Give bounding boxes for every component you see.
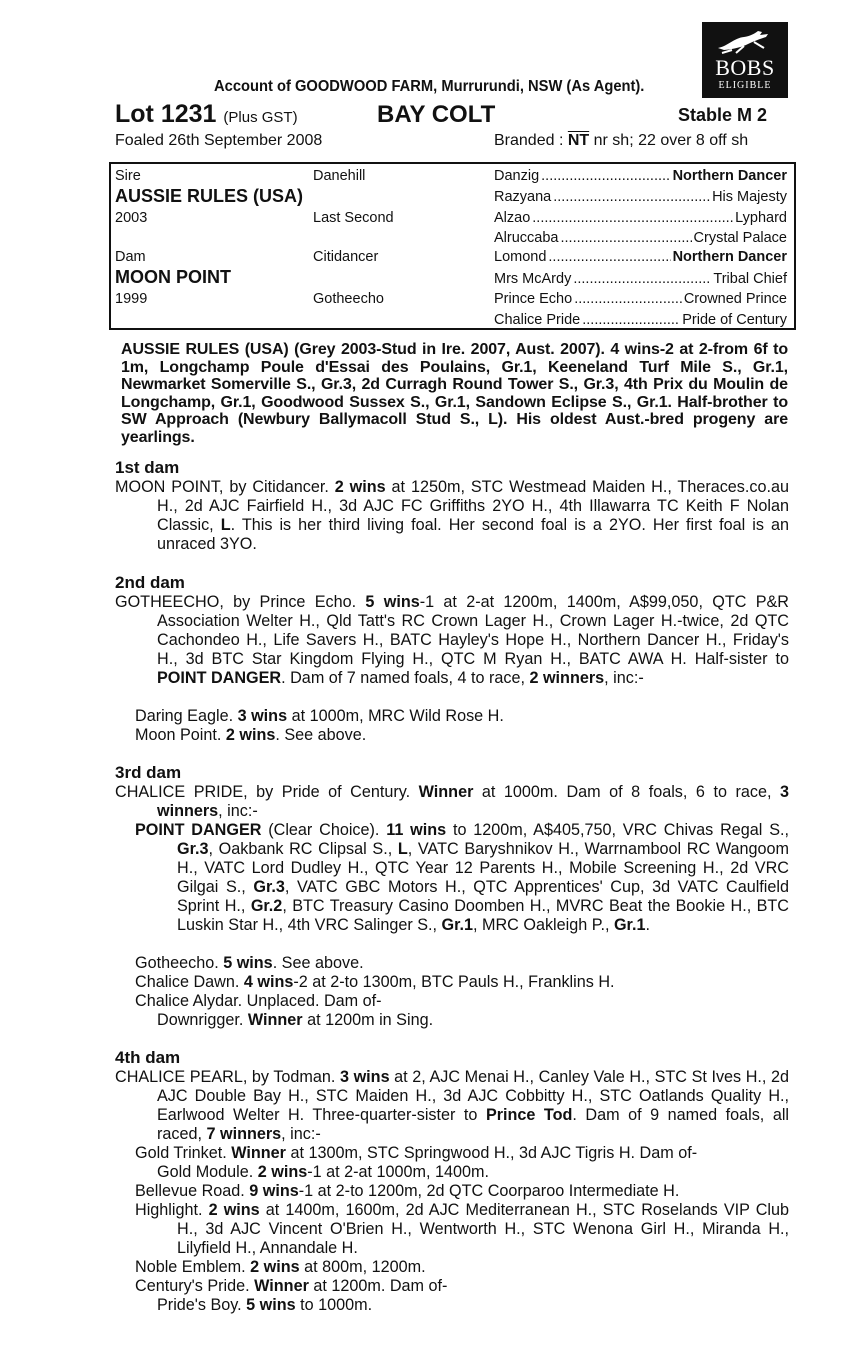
- text-run: at 800m, 1200m.: [299, 1258, 426, 1276]
- text-run: -2 at 2-to 1300m, BTC Pauls H., Franklins H.: [293, 973, 615, 991]
- produce-entry: [135, 992, 789, 1011]
- horse-icon: [714, 28, 776, 54]
- text-run: -1 at 2-to 1200m, 2d QTC Coorparoo Intermediate H.: [298, 1182, 680, 1200]
- text-run: Gold Trinket.: [135, 1144, 232, 1162]
- grandparent-row: Lomond ..... Northern Dancer: [494, 248, 787, 266]
- sire-label: Sire: [115, 168, 141, 184]
- text-run: .: [645, 916, 650, 934]
- sire-dam: Last Second: [313, 210, 394, 226]
- dam-name: MOON POINT: [115, 267, 231, 287]
- bold-text: 5 wins: [365, 593, 420, 611]
- foaled-date: Foaled 26th September 2008: [115, 132, 323, 149]
- grandparent-row: Alzao ..... Lyphard: [494, 209, 787, 227]
- produce-entry: [135, 726, 789, 745]
- text-run: , inc:-: [218, 802, 258, 820]
- text-run: at 1200m. Dam of-: [308, 1277, 448, 1295]
- text-run: CHALICE PRIDE, by Pride of Century.: [115, 783, 419, 801]
- third-dam-heading: 3rd dam: [115, 763, 182, 782]
- produce-entry: [135, 1201, 789, 1258]
- dam-label: Dam: [115, 249, 146, 265]
- text-run: . See above.: [272, 954, 364, 972]
- bobs-eligible-logo: [702, 22, 788, 98]
- text-run: at 2, AJC Menai H., Canley Vale H., STC St Ives H., 2d AJC Double Bay H., STC Maiden H., 3d AJC Cobbitty H., STC Oatlands Quality H., Earlwood Welter H. Three-quarter-sister to: [157, 1068, 790, 1124]
- bold-text: Gr.3: [177, 840, 209, 858]
- bold-text: 5 wins: [223, 954, 273, 972]
- bold-text: Winner: [247, 1011, 303, 1029]
- text-run: MOON POINT, by Citidancer.: [115, 478, 335, 496]
- grandparent-row: Chalice Pride ..... Pride of Century: [494, 311, 787, 329]
- grand-produce-entry: [157, 1296, 789, 1315]
- produce-entry: [135, 1182, 789, 1201]
- bold-text: 9 wins: [249, 1182, 299, 1200]
- sire-summary: AUSSIE RULES (USA) (Grey 2003-Stud in Ire. 2007, Aust. 2007). 4 wins-2 at 2-from 6f to 1m, Longchamp Poule d'Essai des Poulains, Gr.1, Keeneland Turf Mile S., Gr.1, Newmarket Somerville S., Gr.3, 2d Curragh Round Tower S., Gr.3, 4th Prix du Moulin de Longchamp, Gr.1, Goodwood Sussex S., Gr.1, Sandown Eclipse S., Gr.1. Half-brother to SW Approach (Newbury Ballymacoll Stud S., L). His oldest Aust.-bred progeny are yearlings.: [121, 341, 788, 446]
- text-run: -1 at 2-at 1000m, 1400m.: [307, 1163, 490, 1181]
- bold-text: 4 wins: [243, 973, 294, 991]
- grandparent-row: Prince Echo ..... Crowned Prince: [494, 290, 787, 308]
- text-run: . Dam of 7 named foals, 4 to race,: [281, 669, 530, 687]
- text-run: Moon Point.: [135, 726, 226, 744]
- first-dam-heading: 1st dam: [115, 458, 180, 477]
- grandparent-row: Alruccaba ..... Crystal Palace: [494, 229, 787, 247]
- bold-text: 7 winners: [206, 1125, 282, 1143]
- grandparent-row: Mrs McArdy ..... Tribal Chief: [494, 270, 787, 288]
- bold-text: Winner: [231, 1144, 286, 1162]
- text-run: at 1300m, STC Springwood H., 3d AJC Tigris H. Dam of-: [285, 1144, 698, 1162]
- logo-text-eligible: ELIGIBLE: [718, 80, 772, 91]
- third-dam-text: [115, 783, 789, 821]
- text-run: . This is her third living foal. Her second foal is a 2YO. Her first foal is an unraced 3YO.: [157, 516, 789, 553]
- bold-text: L: [220, 516, 231, 534]
- sire-name: AUSSIE RULES (USA): [115, 186, 304, 206]
- text-run: -1 at 2-at 1200m, 1400m, A$99,050, QTC P&R Association Welter H., Qld Tatt's RC Crown Lager H., Crown Lager H.-twice, 2d QTC Cachondeo H., Life Savers H., BATC Hayley's Hope H., Northern Dancer H., Friday's H., 3d BTC Star Kingdom Flying H., QTC M Ryan H., BATC AWA H. Half-sister to: [157, 593, 790, 668]
- text-run: at 1200m in Sing.: [302, 1011, 434, 1029]
- bold-text: Gr.1: [613, 916, 646, 934]
- text-run: Chalice Dawn.: [135, 973, 244, 991]
- second-dam-heading: 2nd dam: [115, 573, 185, 592]
- bold-text: 3 wins: [340, 1068, 390, 1086]
- text-run: Daring Eagle.: [135, 707, 238, 725]
- stable-location: Stable M 2: [678, 105, 768, 125]
- grand-produce-entry: [157, 1163, 789, 1182]
- point-danger-entry: [135, 821, 789, 935]
- text-run: , VATC Baryshnikov H., Warrnambool RC Wangoom H., VATC Lord Dudley H., QTC Year 12 Parents H., Mobile Screening H., 2d VRC Gilgai S.,: [177, 840, 789, 896]
- bold-text: Gr.2: [250, 897, 283, 915]
- lot-label: Lot 1231: [115, 100, 217, 128]
- brand-prefix: Branded :: [494, 132, 564, 149]
- text-run: at 1250m, STC Westmead Maiden H., Theraces.co.au H., 2d AJC Fairfield H., 3d AJC FC Griffiths 2YO H., 4th Illawarra TC Keith F Nolan Classic,: [157, 478, 789, 534]
- bold-text: 11 wins: [386, 821, 447, 839]
- text-run: . See above.: [275, 726, 367, 744]
- text-run: . Dam of 9 named foals, all raced,: [157, 1106, 790, 1143]
- second-dam-text: [115, 593, 789, 688]
- sire-year: 2003: [115, 210, 148, 226]
- bold-text: 2 wins: [334, 478, 386, 496]
- bold-text: 2 wins: [225, 726, 276, 744]
- gst-note: (Plus GST): [223, 109, 298, 126]
- text-run: at 1400m, 1600m, 2d AJC Mediterranean H., STC Roselands VIP Club H., 3d AJC Vincent O'Brien H., Wentworth H., STC Wenona Girl H., Miranda H., Lilyfield H., Annandale H.: [177, 1201, 790, 1257]
- text-run: Highlight.: [135, 1201, 209, 1219]
- fourth-dam-text: [115, 1068, 789, 1144]
- produce-entry: [135, 954, 789, 973]
- colour-sex: BAY COLT: [377, 101, 496, 128]
- sire-sire: Danehill: [313, 168, 366, 184]
- text-run: GOTHEECHO, by Prince Echo.: [115, 593, 366, 611]
- text-run: to 1200m, A$405,750, VRC Chivas Regal S.,: [446, 821, 789, 839]
- text-run: Gotheecho.: [135, 954, 224, 972]
- grandparent-row: Razyana ..... His Majesty: [494, 188, 787, 206]
- bold-text: POINT DANGER: [157, 669, 282, 687]
- text-run: , inc:-: [604, 669, 644, 687]
- text-run: Century's Pride.: [135, 1277, 255, 1295]
- produce-entry: [135, 1258, 789, 1277]
- produce-entry: [135, 707, 789, 726]
- text-run: Gold Module.: [157, 1163, 258, 1181]
- bold-text: Gr.3: [253, 878, 285, 896]
- bold-text: 3 wins: [237, 707, 288, 725]
- logo-text-bobs: BOBS: [715, 55, 775, 80]
- bold-text: 2 winners: [529, 669, 605, 687]
- bold-text: Gr.1: [441, 916, 474, 934]
- text-run: , VATC GBC Motors H., QTC Apprentices' Cup, 3d VATC Caulfield Sprint H.,: [177, 878, 789, 915]
- bold-text: 2 wins: [208, 1201, 260, 1219]
- bold-text: POINT DANGER: [135, 821, 262, 839]
- dam-dam: Gotheecho: [313, 291, 384, 307]
- bold-text: 2 wins: [257, 1163, 308, 1181]
- first-dam-text: [115, 478, 789, 554]
- produce-entry: [135, 973, 789, 992]
- text-run: Chalice Alydar. Unplaced. Dam of-: [135, 992, 382, 1010]
- text-run: , inc:-: [281, 1125, 321, 1143]
- text-run: , Oakbank RC Clipsal S.,: [208, 840, 398, 858]
- text-run: , BTC Treasury Casino Doomben H., MVRC Beat the Bookie H., BTC Luskin Star H., 4th VRC Salinger S.,: [177, 897, 789, 934]
- text-run: CHALICE PEARL, by Todman.: [115, 1068, 340, 1086]
- bold-text: 3 winners: [157, 783, 790, 820]
- bold-text: L: [397, 840, 408, 858]
- fourth-dam-heading: 4th dam: [115, 1048, 181, 1067]
- brand-info: [494, 132, 748, 150]
- grandparent-row: Danzig ..... Northern Dancer: [494, 167, 787, 185]
- text-run: Bellevue Road.: [135, 1182, 250, 1200]
- dam-year: 1999: [115, 291, 148, 307]
- bold-text: Winner: [254, 1277, 309, 1295]
- text-run: (Clear Choice).: [261, 821, 387, 839]
- text-run: at 1000m, MRC Wild Rose H.: [287, 707, 504, 725]
- grand-produce-entry: [157, 1011, 789, 1030]
- bold-text: Prince Tod: [485, 1106, 573, 1124]
- brand-mark: $\overline{NT}$: [567, 132, 590, 149]
- bold-text: 2 wins: [250, 1258, 300, 1276]
- text-run: Noble Emblem.: [135, 1258, 251, 1276]
- produce-entry: [135, 1144, 789, 1163]
- lot-number: [115, 100, 298, 129]
- text-run: to 1000m.: [295, 1296, 373, 1314]
- text-run: at 1000m. Dam of 8 foals, 6 to race,: [473, 783, 780, 801]
- bold-text: Winner: [418, 783, 474, 801]
- text-run: Downrigger.: [157, 1011, 248, 1029]
- bold-text: 5 wins: [246, 1296, 296, 1314]
- text-run: Pride's Boy.: [157, 1296, 247, 1314]
- produce-entry: [135, 1277, 789, 1296]
- vendor-account: Account of GOODWOOD FARM, Murrurundi, NSW (As Agent).: [214, 78, 645, 95]
- dam-sire: Citidancer: [313, 249, 379, 265]
- text-run: , MRC Oakleigh P.,: [473, 916, 614, 934]
- brand-suffix: nr sh; 22 over 8 off sh: [593, 132, 749, 149]
